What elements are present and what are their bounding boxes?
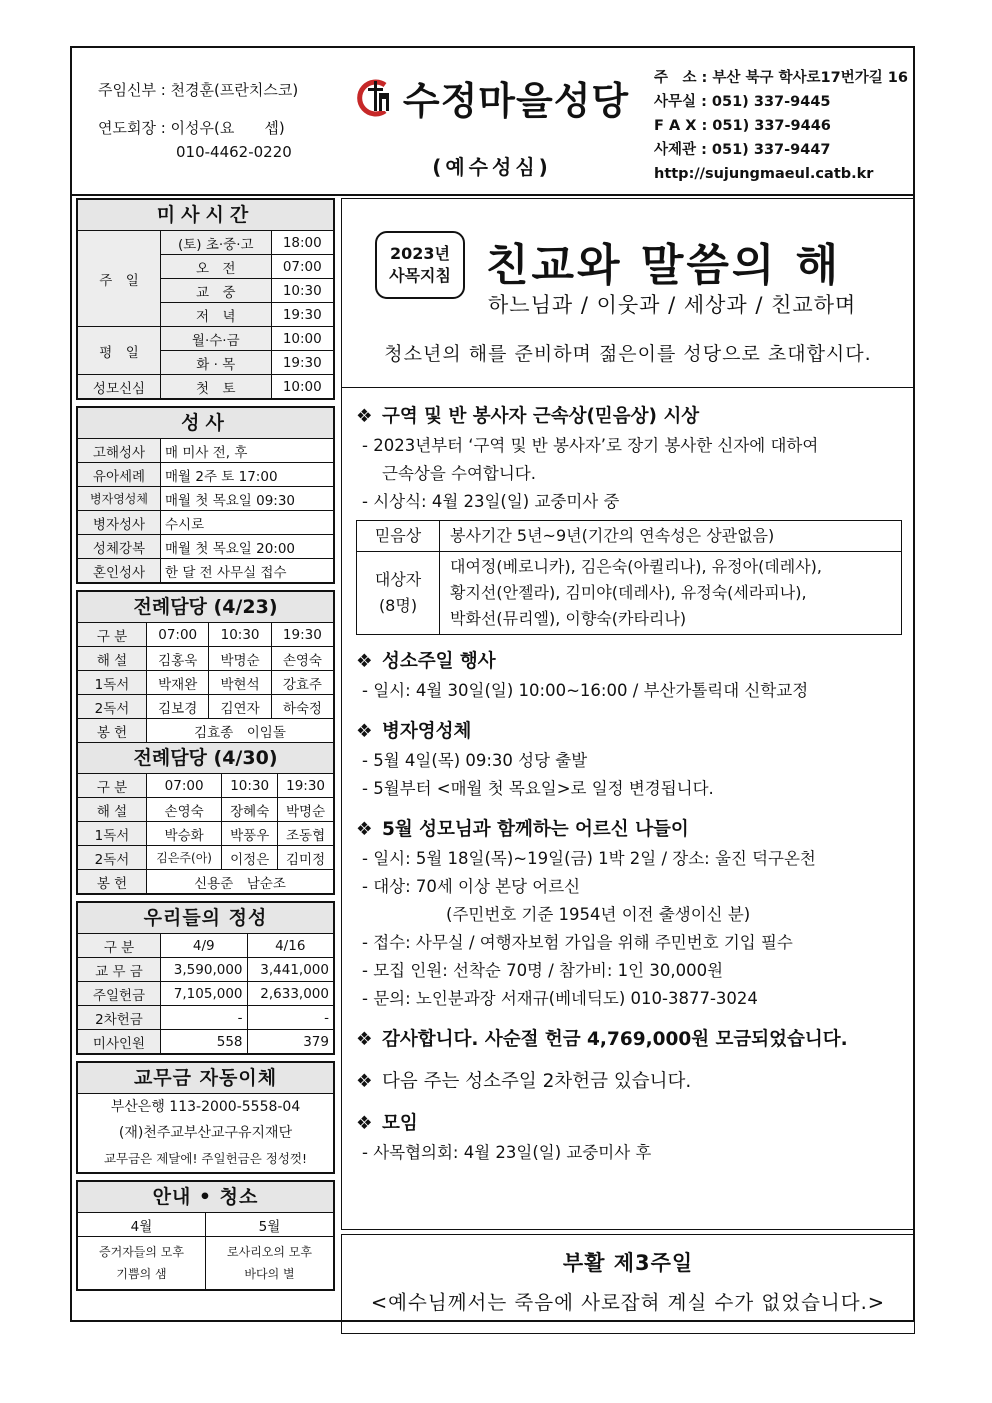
col-header: 07:00 <box>147 774 222 798</box>
notices-section <box>341 388 915 1230</box>
col-header: 구 분 <box>78 774 147 798</box>
donation-amount: 7,105,000 <box>161 982 248 1006</box>
donations-box <box>76 901 335 1055</box>
sacrament-desc: 매월 첫 목요일 09:30 <box>161 487 334 511</box>
recipient-names: 대여정(베로니카), 김은숙(아퀼리나), 유정아(데레사), <box>450 557 823 576</box>
mass-time: 19:30 <box>271 303 333 327</box>
col-header: 4/16 <box>247 934 333 958</box>
bank-account: 부산은행 113-2000-5558-04 <box>110 1099 301 1115</box>
minister-name: 장혜숙 <box>222 798 278 822</box>
sacrament-name: 성체강복 <box>78 535 161 559</box>
sacrament-name: 고해성사 <box>78 439 161 463</box>
minister-name: 박명순 <box>278 798 333 822</box>
notice-title: 구역 및 반 봉사자 근속상(믿음상) 시상 <box>382 406 700 427</box>
notice-award <box>356 402 902 635</box>
minister-name: 김연자 <box>209 695 271 719</box>
notice-line: - 5월부터 <매월 첫 목요일>로 일정 변경됩니다. <box>362 779 714 798</box>
minister-name: 김은주(아) <box>147 846 222 870</box>
weekday-label: 평 일 <box>78 327 161 375</box>
notice-seniors-outing <box>356 815 902 1013</box>
donation-label: 미사인원 <box>78 1030 161 1054</box>
church-logo-icon <box>355 77 397 119</box>
award-desc: 봉사기간 5년~9년(기간의 연속성은 상관없음) <box>440 521 902 552</box>
minister-name: 손영숙 <box>147 798 222 822</box>
sunday-label: 주 일 <box>78 231 161 327</box>
minister-name: 김미정 <box>278 846 333 870</box>
sacrament-desc: 매월 첫 목요일 20:00 <box>161 535 334 559</box>
minister-name: 하숙정 <box>271 695 333 719</box>
office-phone: 사무실 : 051) 337-9445 <box>654 94 831 110</box>
sunday-subtitle: <예수님께서는 죽음에 사로잡혀 계실 수가 없었습니다.> <box>370 1291 886 1314</box>
month-label: 5월 <box>206 1213 334 1237</box>
col-header: 19:30 <box>278 774 333 798</box>
rectory-phone: 사제관 : 051) 337-9447 <box>654 142 831 158</box>
donation-amount: 2,633,000 <box>247 982 333 1006</box>
mass-schedule-box <box>76 198 335 400</box>
notice-line: (주민번호 기준 1954년 이전 출생이신 분) <box>446 905 751 924</box>
mass-schedule-table <box>78 231 333 398</box>
minister-name: 박풍우 <box>222 822 278 846</box>
target-label: 대상자 <box>374 570 422 589</box>
cleaning-group: 증거자들의 모후 <box>99 1245 184 1259</box>
notice-line: - 접수: 사무실 / 여행자보험 가입을 위해 주민번호 기입 필수 <box>362 933 793 952</box>
mass-day: 저 녁 <box>161 303 272 327</box>
mass-day: 월·수·금 <box>161 327 272 351</box>
sacrament-name: 병자성사 <box>78 511 161 535</box>
notice-line: 근속상을 수여합니다. <box>382 464 536 483</box>
cleaning-group: 바다의 별 <box>244 1267 295 1281</box>
col-header: 10:30 <box>209 623 271 647</box>
role-label: 해 설 <box>78 647 147 671</box>
notice-line: - 5월 4일(목) 09:30 성당 출발 <box>362 751 588 770</box>
sacraments-table <box>78 439 333 582</box>
mass-day: 화 · 목 <box>161 351 272 375</box>
council-phone: 010-4462-0220 <box>176 143 292 161</box>
col-header: 19:30 <box>271 623 333 647</box>
sacrament-name: 병자영성체 <box>78 487 161 511</box>
notice-title: 감사합니다. 사순절 헌금 4,769,000원 모금되었습니다. <box>382 1029 848 1050</box>
address: 주 소 : 부산 북구 학사로17번가길 16 <box>654 70 908 86</box>
notice-vocation-sunday <box>356 647 902 705</box>
mass-time: 10:00 <box>271 327 333 351</box>
col-header: 구 분 <box>78 623 147 647</box>
council-president: 연도회장 : 이성우(요 셉) <box>98 119 285 137</box>
sacraments-box <box>76 406 335 584</box>
cleaning-table <box>78 1213 333 1289</box>
autopay-title: 교무금 자동이체 <box>78 1063 333 1094</box>
clergy-info <box>98 78 298 164</box>
mass-day: 첫 토 <box>161 375 272 399</box>
minister-name: 박승화 <box>147 822 222 846</box>
sunday-footer <box>341 1234 915 1334</box>
recipient-names: 황지선(안젤라), 김미야(데레사), 유정숙(세라피나), <box>450 583 807 602</box>
col-header: 4/9 <box>161 934 248 958</box>
mass-schedule-title: 미사시간 <box>78 200 333 231</box>
mass-day: (토) 초·중·고 <box>161 231 272 255</box>
notice-meeting <box>356 1109 902 1167</box>
mass-time: 18:00 <box>271 231 333 255</box>
mass-time: 10:00 <box>271 375 333 399</box>
role-label: 1독서 <box>78 671 147 695</box>
notice-title: 모임 <box>382 1113 418 1134</box>
church-title-block <box>342 70 642 180</box>
col-header: 구 분 <box>78 934 161 958</box>
mass-day: 오 전 <box>161 255 272 279</box>
sacrament-name: 혼인성사 <box>78 559 161 583</box>
cleaning-title: 안내 • 청소 <box>78 1182 333 1213</box>
cleaning-group: 기쁨의 샘 <box>116 1267 167 1281</box>
diamond-bullet-icon: ❖ <box>356 406 373 427</box>
col-header: 10:30 <box>222 774 278 798</box>
diamond-bullet-icon: ❖ <box>356 819 373 840</box>
pastoral-theme: 친교와 말씀의 해 <box>486 240 842 291</box>
diamond-bullet-icon: ❖ <box>356 651 373 672</box>
notice-next-week <box>356 1067 902 1097</box>
minister-name: 이정은 <box>222 846 278 870</box>
target-count: (8명) <box>378 596 418 615</box>
donation-amount: 3,590,000 <box>161 958 248 982</box>
minister-name: 손영숙 <box>271 647 333 671</box>
minister-name: 김홍욱 <box>147 647 209 671</box>
sacraments-title: 성사 <box>78 408 333 439</box>
role-label: 2독서 <box>78 846 147 870</box>
donation-amount: - <box>161 1006 248 1030</box>
pastoral-theme-note: 청소년의 해를 준비하며 젊은이를 성당으로 초대합시다. <box>384 343 872 365</box>
mass-time: 10:30 <box>271 279 333 303</box>
diamond-bullet-icon: ❖ <box>356 1071 373 1092</box>
donation-amount: - <box>247 1006 333 1030</box>
notice-line: - 대상: 70세 이상 본당 어르신 <box>362 877 581 896</box>
recipient-names: 박화선(뮤리엘), 이향숙(카타리나) <box>450 609 687 628</box>
account-holder: (재)천주교부산교구유지재단 <box>118 1125 293 1141</box>
donation-amount: 558 <box>161 1030 248 1054</box>
liturgy-table-0423 <box>78 623 333 742</box>
role-label: 해 설 <box>78 798 147 822</box>
notice-line: - 모집 인원: 선착순 70명 / 참가비: 1인 30,000원 <box>362 961 724 980</box>
contact-info <box>654 66 908 186</box>
notice-line: - 시상식: 4월 23일(일) 교중미사 중 <box>362 492 620 511</box>
donations-table <box>78 934 333 1053</box>
notice-line: - 일시: 4월 30일(일) 10:00~16:00 / 부산가톨릭대 신학교정 <box>362 681 809 700</box>
autopay-note: 교무금은 제달에! 주일헌금은 정성껏! <box>103 1151 308 1166</box>
mass-time: 19:30 <box>271 351 333 375</box>
liturgy-title-0430: 전례담당 (4/30) <box>78 742 333 774</box>
badge-text: 사목지침 <box>389 266 451 285</box>
right-column <box>341 198 915 1334</box>
sacrament-name: 유아세례 <box>78 463 161 487</box>
role-label: 봉 헌 <box>78 719 147 743</box>
left-column <box>76 198 335 1297</box>
mass-day: 교 중 <box>161 279 272 303</box>
sunday-title: 부활 제3주일 <box>562 1251 694 1275</box>
donation-label: 교 무 금 <box>78 958 161 982</box>
role-label: 2독서 <box>78 695 147 719</box>
bulletin-header <box>72 48 913 196</box>
liturgy-table-0430 <box>78 774 333 893</box>
notice-line: - 2023년부터 ‘구역 및 반 봉사자’로 장기 봉사한 신자에 대하여 <box>362 436 819 455</box>
autopay-box <box>76 1061 335 1174</box>
role-label: 1독서 <box>78 822 147 846</box>
diamond-bullet-icon: ❖ <box>356 721 373 742</box>
cleaning-box <box>76 1180 335 1291</box>
donation-amount: 3,441,000 <box>247 958 333 982</box>
sacrament-desc: 매 미사 전, 후 <box>161 439 334 463</box>
notice-sick-communion <box>356 717 902 803</box>
notice-line: - 사목협의회: 4월 23일(일) 교중미사 후 <box>362 1143 652 1162</box>
website-link[interactable]: http://sujungmaeul.catb.kr <box>654 166 874 182</box>
donations-title: 우리들의 정성 <box>78 903 333 934</box>
award-label: 믿음상 <box>357 521 440 552</box>
col-header: 07:00 <box>147 623 209 647</box>
offering-names: 김효종 이임돌 <box>147 719 334 743</box>
pastoral-theme-banner <box>341 198 915 388</box>
church-patron: (예수성심) <box>432 155 552 179</box>
notice-title: 병자영성체 <box>382 721 472 742</box>
notice-line: - 문의: 노인분과장 서재규(베네딕도) 010-3877-3024 <box>362 989 758 1008</box>
bulletin-frame <box>70 46 915 1322</box>
pastoral-theme-sub: 하느님과 / 이웃과 / 세상과 / 친교하며 <box>488 293 857 317</box>
badge-year: 2023년 <box>390 244 450 263</box>
minister-name: 조동협 <box>278 822 333 846</box>
notice-title: 다음 주는 성소주일 2차헌금 있습니다. <box>382 1071 692 1092</box>
donation-label: 주일헌금 <box>78 982 161 1006</box>
notice-line: - 일시: 5월 18일(목)~19일(금) 1박 2일 / 장소: 울진 덕구온천 <box>362 849 816 868</box>
month-label: 4월 <box>78 1213 206 1237</box>
year-badge <box>375 231 465 299</box>
minister-name: 김보경 <box>147 695 209 719</box>
minister-name: 박재완 <box>147 671 209 695</box>
notice-title: 5월 성모님과 함께하는 어르신 나들이 <box>382 819 689 840</box>
mass-time: 07:00 <box>271 255 333 279</box>
notice-title: 성소주일 행사 <box>382 651 496 672</box>
cleaning-group: 로사리오의 모후 <box>227 1245 312 1259</box>
sacrament-desc: 매월 2주 토 17:00 <box>161 463 334 487</box>
minister-name: 박명순 <box>209 647 271 671</box>
liturgy-roster-0423 <box>76 590 335 895</box>
diamond-bullet-icon: ❖ <box>356 1029 373 1050</box>
donation-label: 2차헌금 <box>78 1006 161 1030</box>
marian-label: 성모신심 <box>78 375 161 399</box>
church-name: 수정마을성당 <box>402 79 630 123</box>
fax-number: F A X : 051) 337-9446 <box>654 118 831 134</box>
offering-names: 신용준 남순조 <box>147 870 334 894</box>
notice-thanks <box>356 1025 902 1055</box>
minister-name: 강효주 <box>271 671 333 695</box>
sacrament-desc: 한 달 전 사무실 접수 <box>161 559 334 583</box>
minister-name: 박현석 <box>209 671 271 695</box>
diamond-bullet-icon: ❖ <box>356 1113 373 1134</box>
donation-amount: 379 <box>247 1030 333 1054</box>
role-label: 봉 헌 <box>78 870 147 894</box>
liturgy-title-0423: 전례담당 (4/23) <box>78 592 333 623</box>
pastor-name: 주임신부 : 천경훈(프란치스코) <box>98 81 299 99</box>
award-table <box>356 520 902 635</box>
sacrament-desc: 수시로 <box>161 511 334 535</box>
